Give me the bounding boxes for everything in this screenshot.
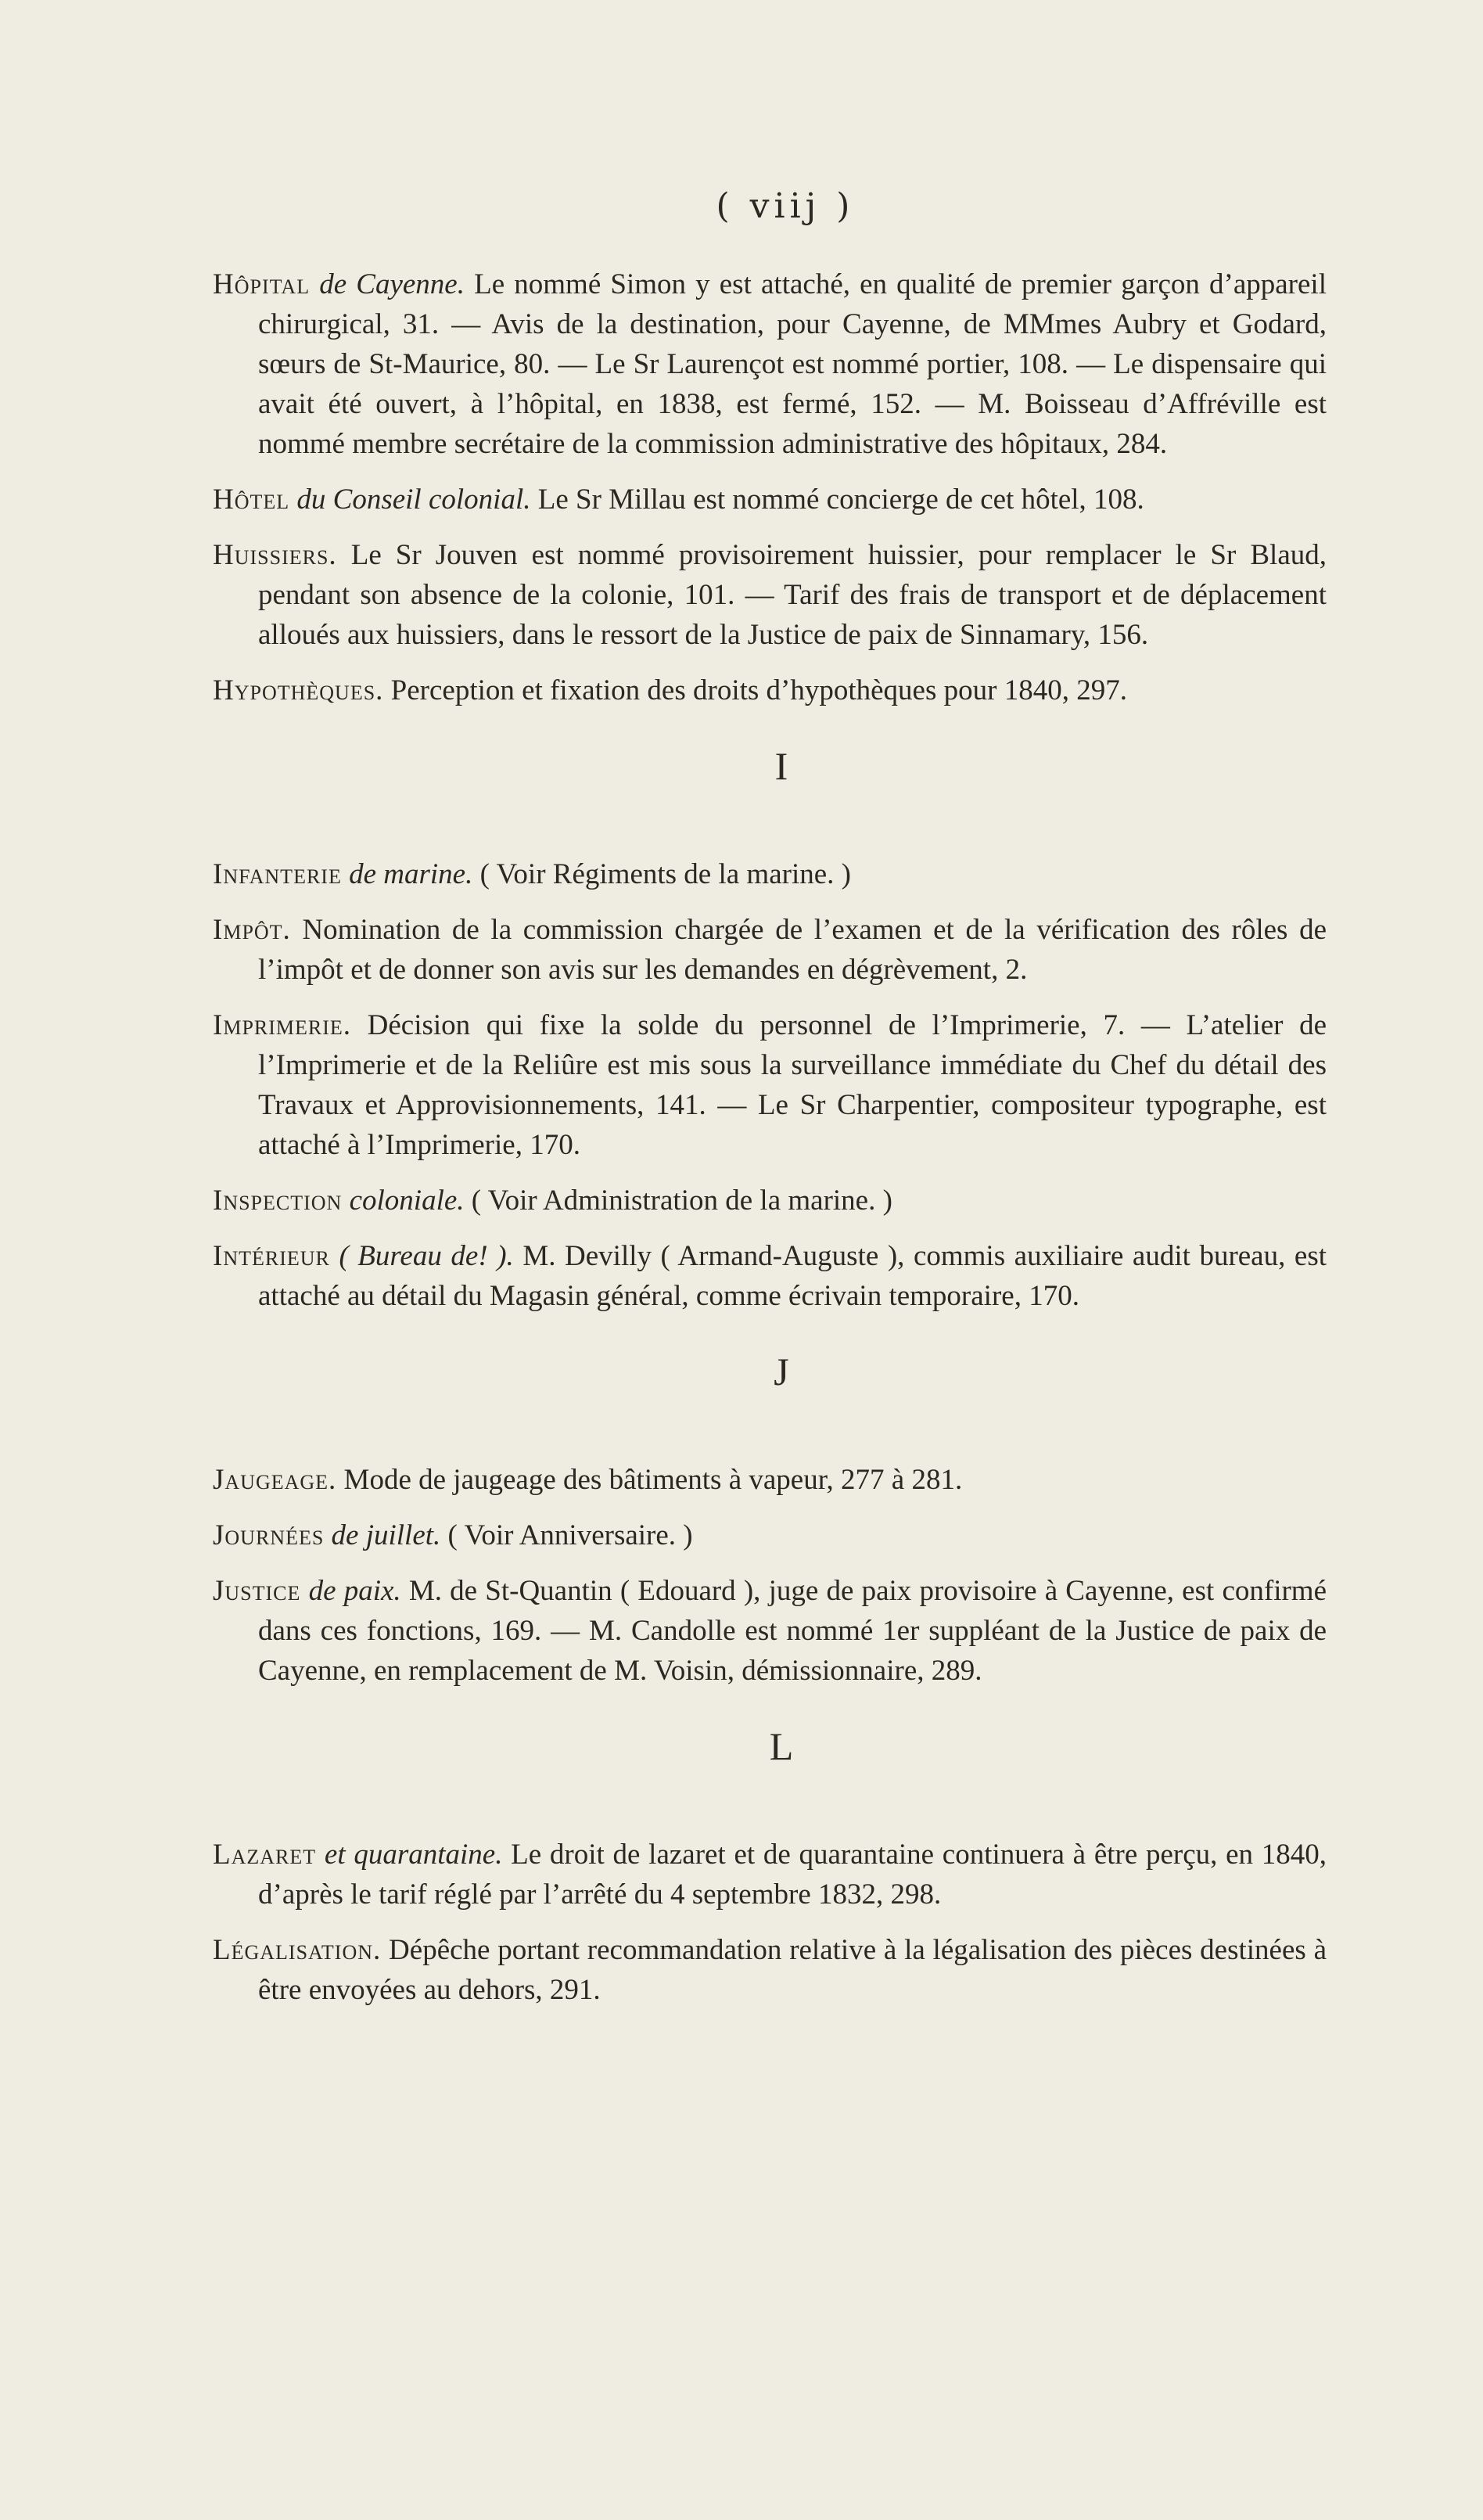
entry-body: M. de St-Quantin ( Edouard ), juge de paix provisoire à Cayenne, est confirmé dans ces fonctions, 169. — M. Candolle est nommé 1er suppléant de la Justice de paix de Cayenne, en remplacement de M. Voisin, démissionnaire, 289. [258,1575,1327,1687]
entry-head: Infanterie [213,858,342,890]
index-entry-legalisation [213,1930,1327,2010]
entry-body: Perception et fixation des droits d’hypothèques pour 1840, 297. [383,674,1127,706]
entry-qualifier: et quarantaine. [324,1839,503,1871]
entry-qualifier: du Conseil colonial. [296,484,531,516]
entry-body: Décision qui fixe la solde du personnel de l’Imprimerie, 7. — L’atelier de l’Imprimerie et de la Reliûre est mis sous la surveillance immédiate du Chef du détail des Travaux et Approvisionnements, 141. — Le Sr Charpentier, compositeur typographe, est attaché à l’Imprimerie, 170. [258,1009,1327,1161]
entry-head: Hôpital [213,268,311,300]
entry-qualifier: coloniale. [349,1185,465,1217]
index-entry-journees [213,1515,1327,1555]
entry-head: Intérieur [213,1240,330,1272]
index-entry-lazaret [213,1835,1327,1914]
entry-qualifier: ( Bureau de! ). [339,1240,514,1272]
entry-head: Jaugeage. [213,1464,337,1496]
entry-head: Impôt. [213,914,291,946]
entry-qualifier: de Cayenne. [319,268,465,300]
entry-qualifier: de juillet. [331,1519,441,1551]
section-l [213,1835,1327,2010]
section-letter-i: I [774,744,788,788]
entry-body: Nomination de la commission chargée de l’examen et de la vérification des rôles de l’impôt et de donner son avis sur les demandes en dégrèvement, 2. [258,914,1327,986]
entry-body: ( Voir Anniversaire. ) [440,1519,693,1551]
entry-body: Le nommé Simon y est attaché, en qualité de premier garçon d’appareil chirurgical, 31. — Avis de la destination, pour Cayenne, de MMmes Aubry et Godard, sœurs de St-Maurice, 80. — Le Sr Laurençot est nommé portier, 108. — Le dispensaire qui avait été ouvert, à l’hôpital, en 1838, est fermé, 152. — M. Boisseau d’Affréville est nommé membre secrétaire de la commission administrative des hôpitaux, 284. [258,268,1327,460]
entry-body: ( Voir Administration de la marine. ) [464,1185,892,1217]
index-entry-imprimerie [213,1005,1327,1165]
entry-head: Imprimerie. [213,1009,352,1041]
page-folio: ( viij ) [716,186,855,226]
section-h [213,264,1327,710]
entry-head: Inspection [213,1185,343,1217]
index-entry-inspection [213,1181,1327,1220]
entry-body: Dépêche portant recommandation relative à la légalisation des pièces destinées à être envoyées au dehors, 291. [258,1934,1327,2006]
section-i [213,854,1327,1316]
index-entry-interieur [213,1236,1327,1316]
index-entry-hypotheques [213,670,1327,710]
entry-head: Journées [213,1519,325,1551]
entry-body: ( Voir Régiments de la marine. ) [472,858,851,890]
entry-body: Mode de jaugeage des bâtiments à vapeur, 277 à 281. [336,1464,963,1496]
section-j [213,1460,1327,1691]
entry-body: Le Sr Millau est nommé concierge de cet hôtel, 108. [530,484,1144,516]
entry-body: Le droit de lazaret et de quarantaine continuera à être perçu, en 1840, d’après le tarif réglé par l’arrêté du 4 septembre 1832, 298. [258,1839,1327,1911]
index-entry-huissiers [213,535,1327,655]
entry-body: Le Sr Jouven est nommé provisoirement huissier, pour remplacer le Sr Blaud, pendant son absence de la colonie, 101. — Tarif des frais de transport et de déplacement alloués aux huissiers, dans le ressort de la Justice de paix de Sinnamary, 156. [258,539,1327,651]
entry-body: M. Devilly ( Armand-Auguste ), commis auxiliaire audit bureau, est attaché au détail du Magasin général, comme écrivain temporaire, 170. [258,1240,1327,1312]
entry-head: Hôtel [213,484,290,516]
index-entry-impot [213,910,1327,990]
index-entry-hopital [213,264,1327,464]
entry-head: Huissiers. [213,539,337,571]
index-entry-infanterie [213,854,1327,894]
index-entry-hotel [213,480,1327,519]
index-entry-justice [213,1571,1327,1691]
entry-head: Hypothèques. [213,674,384,706]
index-entry-jaugeage [213,1460,1327,1500]
entry-head: Légalisation. [213,1934,382,1966]
section-letter-l: L [769,1724,794,1768]
section-letter-j: J [774,1350,789,1393]
entry-qualifier: de marine. [349,858,473,890]
entry-head: Justice [213,1575,301,1607]
entry-qualifier: de paix. [308,1575,401,1607]
entry-head: Lazaret [213,1839,317,1871]
